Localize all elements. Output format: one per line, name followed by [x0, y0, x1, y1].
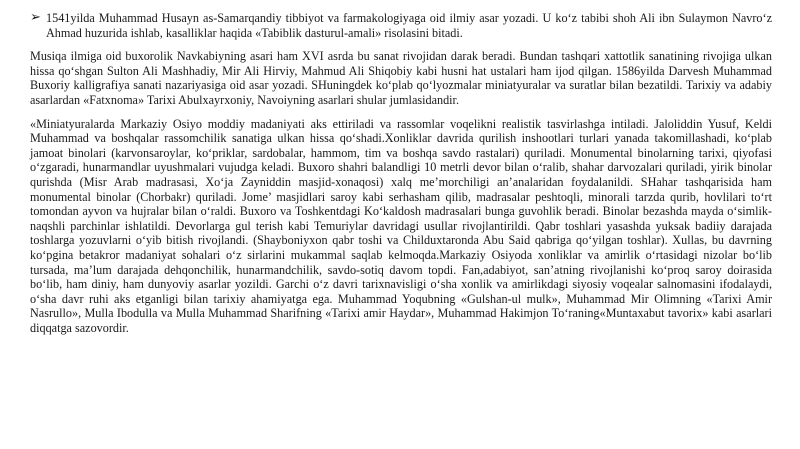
arrow-bullet-icon: ➢: [30, 10, 41, 25]
paragraph-miniatures-architecture: «Miniatyuralarda Markaziy Osiyo moddiy madaniyati aks ettiriladi va rassomlar voqelikni realistik tasvirlashga intiladi. Jaloliddin Yusuf, Keldi Muhammad va boshqalar rassomchilik sanatiga ulkan hissa qo‘shadi.Xonliklar davrida qurilish inshootlari turlari yanada takomillashadi, ko‘plab jamoat binolari (karvonsaroylar, ko‘priklar, sardobalar, hammom, tim va boshqa savdo rastalari) quriladi. Monumental binolarning tarixi, qiyofasi o‘zgaradi, hunarmandlar uyushmalari vujudga keladi. Buxoro shahri balandligi 10 metrli devor bilan o‘ralib, shahar darvozalari quriladi, yirik binolar qurishda (Misr Arab madrasasi, Xo‘ja Zayniddin masjid-xonaqosi) xalq me’morchiligi an’analaridan foydalanildi. SHahar tashqarisida ham monumental binolar (Chorbakr) quriladi. Jome’ masjidlari saroy kabi serhasham qilib, madrasalar peshtoqli, minorali tarzda qurib, hovlilari to‘rt tomondan ayvon va hujralar bilan o‘raldi. Buxoro va Toshkentdagi Ko‘kaldosh madrasalari bunga guvohlik beradi. Binolar bezashda mayda o‘simlik-naqshli parchinlar ishlatildi. Devorlarga gul terish kabi Temuriylar davridagi usullar rivojlantirildi. Qabr toshlari yasashda yuksak badiiy darajada toshlarga yozuvlarni o‘yib bitish rivojlandi. (Shayboniyxon qabr toshi va Childuxtaronda Abu Said qabriga qo‘yilgan toshlar). Xullas, bu davrning ko‘pgina betakror madaniyat sohalari o‘z sirlarini mukammal saqlab kelmoqda.Markaziy Osiyoda xonliklar va amirlik o‘rtasidagi nizolar bo‘lib tursada, ma’lum darajada dehqonchilik, hunarmandchilik, savdo-sotiq davom topdi. Fan,adabiyot, san’atning rivojlanishi ko‘proq saroy doirasida bo‘lib, ham diniy, ham dunyoviy asarlar yozildi. Garchi o‘z davri tarixnavisligi o‘sha xonlik va amirlikdagi siyosiy voqealar salnomasini ifodalaydi, o‘sha davr ruhi aks etganligi bilan tarixiy ahamiyatga ega. Muhammad Yoqubning «Gulshan-ul mulk», Muhammad Mir Olimning «Tarixi Amir Nasrullo», Mulla Ibodulla va Mulla Muhammad Sharifning «Tarixi amir Haydar», Muhammad Hakimjon To‘raning«Muntaxabut tavorix» kabi asarlari diqqatga sazovordir.: [30, 116, 772, 335]
paragraph-medicine: 1541yilda Muhammad Husayn as-Samarqandiy tibbiyot va farmakologiyaga oid ilmiy asar yozadi. U ko‘z tabibi shoh Ali ibn Sulaymon Navro‘z Ahmad huzurida ishlab, kasalliklar haqida «Tabiblik dasturul-amali» risolasini bitadi.: [46, 11, 772, 40]
bulleted-paragraph: [30, 11, 772, 40]
paragraph-music-calligraphy: Musiqa ilmiga oid buxorolik Navkabiyning asari ham XVI asrda bu sanat rivojidan darak beradi. Bundan tashqari xattotlik sanatining rivojiga ulkan hissa qo‘shgan Sulton Ali Mashhadiy, Mir Ali Hirviy, Mahmud Ali Shiqobiy kabi husni hat ustalari ham ijod qilgan. 1586yilda Darvesh Muhammad Buxoriy kalligrafiya sanati nazariyasiga oid asar yozadi. SHuningdek ko‘plab qo‘lyozmalar miniatyuralar va suratlar bilan bezatildi. Tarixiy va adabiy asarlardan «Fatxnoma» Tarixi Abulxayrxoniy, Navoiyning asarlari shular jumlasidandir.: [30, 49, 772, 107]
document-page: [30, 11, 772, 344]
